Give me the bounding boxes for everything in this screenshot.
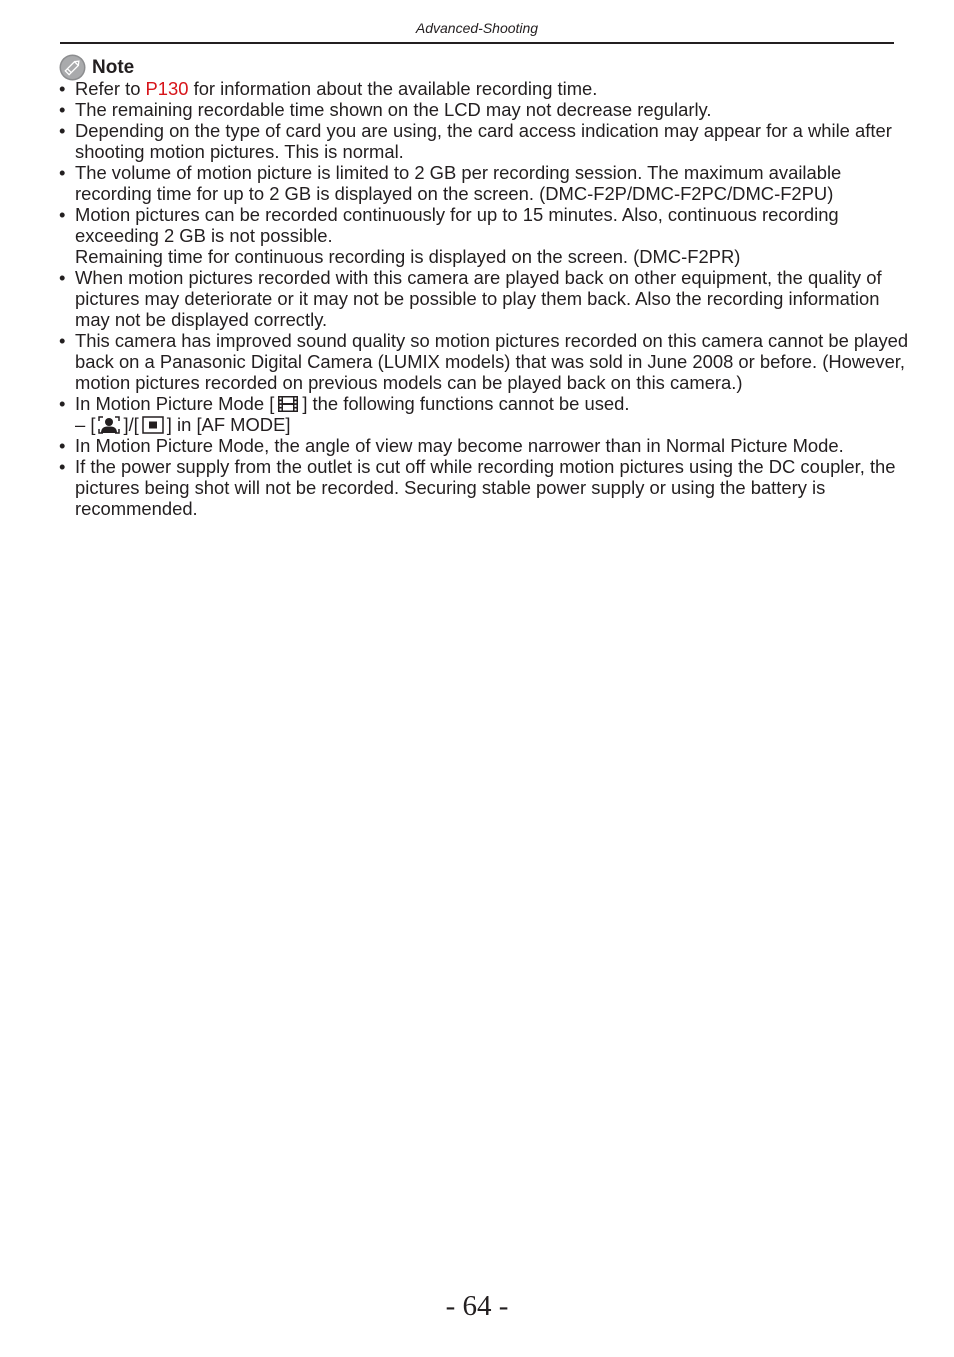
list-item xyxy=(59,393,909,435)
header-divider xyxy=(60,42,894,44)
face-detection-icon xyxy=(98,416,120,434)
bullet: • xyxy=(59,162,66,183)
item-text: The volume of motion picture is limited to 2 GB per recording session. The maximum available recording time for up to 2 GB is displayed on the screen. (DMC-F2P/DMC-F2PC/DMC-F2PU) xyxy=(75,162,842,204)
list-item xyxy=(59,330,909,393)
list-item xyxy=(59,204,909,267)
item-text: The remaining recordable time shown on the LCD may not decrease regularly. xyxy=(75,99,712,120)
pencil-icon xyxy=(59,54,86,81)
section-header: Advanced-Shooting xyxy=(415,20,539,36)
list-item xyxy=(59,99,909,120)
bullet: • xyxy=(59,267,66,288)
list-item xyxy=(59,162,909,204)
item-text: In Motion Picture Mode [ xyxy=(75,393,275,414)
bullet: • xyxy=(59,204,66,225)
item-text: for information about the available recording time. xyxy=(188,78,598,99)
item-text: Depending on the type of card you are using, the card access indication may appear for a while after shooting motion pictures. This is normal. xyxy=(75,120,892,162)
list-item xyxy=(59,78,909,99)
page-number: - 64 - xyxy=(445,1290,509,1322)
item-text: When motion pictures recorded with this camera are played back on other equipment, the quality of pictures may deteriorate or it may not be possible to play them back. Also the recording information may not be displayed correctly. xyxy=(75,267,882,330)
sub-item-text: ]/[ xyxy=(123,414,139,435)
bullet: • xyxy=(59,99,66,120)
list-item xyxy=(59,456,909,519)
item-text: ] the following functions cannot be used. xyxy=(302,393,630,414)
bullet: • xyxy=(59,456,66,477)
note-title: Note xyxy=(92,57,135,78)
item-text: Motion pictures can be recorded continuously for up to 15 minutes. Also, continuous recording exceeding 2 GB is not possible. xyxy=(75,204,839,246)
bullet: • xyxy=(59,393,66,414)
sub-item-text: – [ xyxy=(75,414,96,435)
item-text: In Motion Picture Mode, the angle of view may become narrower than in Normal Picture Mode. xyxy=(75,435,844,456)
note-list xyxy=(59,78,909,519)
page-reference-link[interactable]: P130 xyxy=(145,78,189,99)
bullet: • xyxy=(59,330,66,351)
item-text: If the power supply from the outlet is cut off while recording motion pictures using the DC coupler, the pictures being shot will not be recorded. Securing stable power supply or using the battery is recommended. xyxy=(75,456,896,519)
note-heading xyxy=(59,54,134,80)
list-item xyxy=(59,435,909,456)
bullet: • xyxy=(59,78,66,99)
list-item xyxy=(59,120,909,162)
bullet: • xyxy=(59,435,66,456)
list-item xyxy=(59,267,909,330)
1-area-focusing-icon xyxy=(142,416,164,434)
motion-picture-mode-icon xyxy=(277,395,299,413)
sub-item-text: ] in [AF MODE] xyxy=(166,414,291,435)
bullet: • xyxy=(59,120,66,141)
item-text: This camera has improved sound quality so motion pictures recorded on this camera cannot be played back on a Panasonic Digital Camera (LUMIX models) that was sold in June 2008 or before. (However, motion pictures recorded on previous models can be played back on this camera.) xyxy=(75,330,909,393)
item-text: Refer to xyxy=(75,78,146,99)
item-text-extra: Remaining time for continuous recording is displayed on the screen. (DMC-F2PR) xyxy=(75,246,741,267)
